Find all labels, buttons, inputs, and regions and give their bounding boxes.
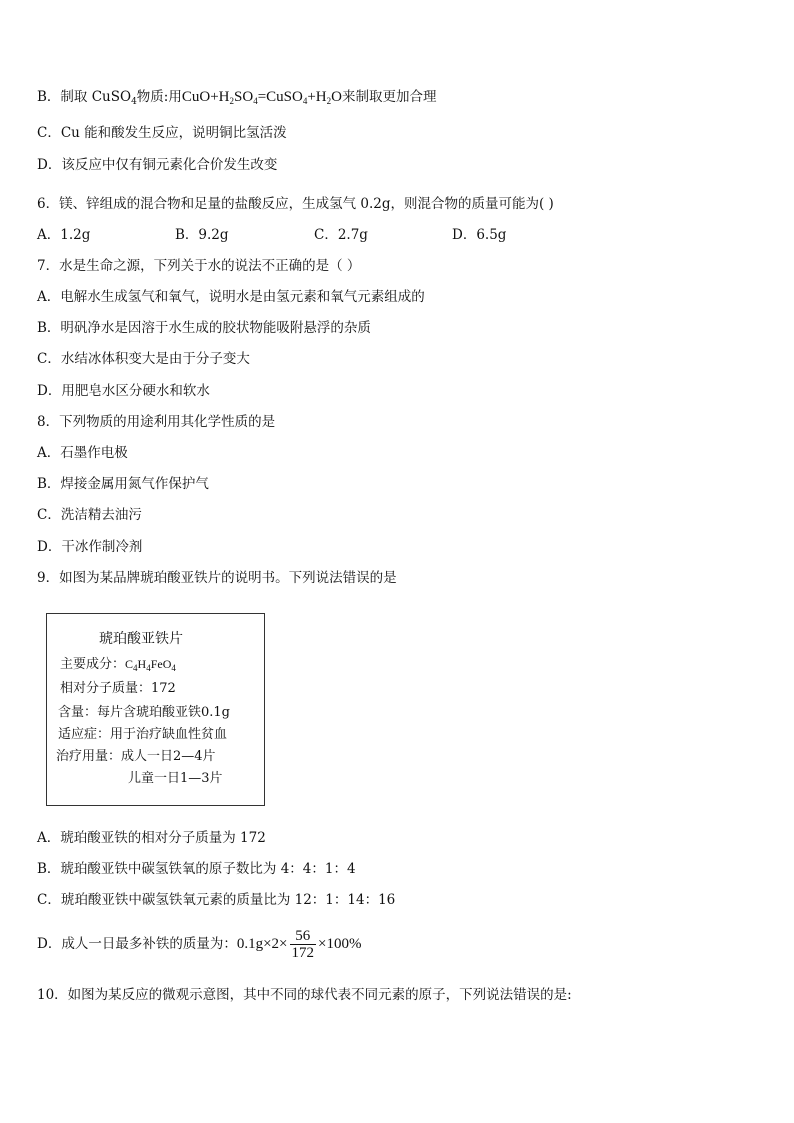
q8-stem: 8．下列物质的用途利用其化学性质的是 — [37, 414, 276, 430]
q8-option-b: B．焊接金属用氮气作保护气 — [37, 476, 209, 492]
q7-option-a: A．电解水生成氢气和氧气，说明水是由氢元素和氧气元素组成的 — [37, 289, 425, 305]
q9-option-d-expression: 0.1g×2× $\frac{56}{172}$ ×100% — [236, 928, 362, 962]
q5-equation: $CuO+H_2SO_4=CuSO_4+H_2O$ — [181, 89, 342, 106]
medicine-label-title: 琥珀酸亚铁片 — [99, 631, 183, 647]
q7-option-b: B．明矾净水是因溶于水生成的胶状物能吸附悬浮的杂质 — [37, 320, 371, 336]
medicine-label-box — [46, 613, 265, 806]
q9-option-d: D．成人一日最多补铁的质量为：0.1g×2× $\frac{56}{172}$ ×100% — [37, 928, 362, 962]
q7-option-d: D．用肥皂水区分硬水和软水 — [37, 383, 210, 399]
q6-option-a: A．1.2g — [37, 227, 91, 243]
q5-option-d: D．该反应中仅有铜元素化合价发生改变 — [37, 157, 278, 173]
q8-option-c: C．洗洁精去油污 — [37, 507, 142, 523]
q5-option-b: B．制取 CuSO$_4$物质:用$CuO+H_2SO_4=CuSO_4+H_2O$来制取更加合理 — [37, 89, 437, 107]
medicine-label-ingredient: 主要成分：$C_4H_4FeO_4$ — [60, 657, 176, 673]
medicine-label-indication: 适应症：用于治疗缺血性贫血 — [58, 727, 228, 742]
medicine-label-dosage-adult: 治疗用量：成人一日2—4片 — [56, 749, 216, 764]
medicine-label-dosage-child: 儿童一日1—3片 — [128, 771, 223, 786]
q7-stem: 7．水是生命之源，下列关于水的说法不正确的是（ ） — [37, 258, 361, 274]
q8-option-d: D．干冰作制冷剂 — [37, 539, 143, 555]
q6-stem: 6．镁、锌组成的混合物和足量的盐酸反应，生成氢气 0.2g，则混合物的质量可能为( ) — [37, 196, 554, 212]
q6-options — [37, 225, 737, 245]
medicine-label-mass: 相对分子质量：172 — [60, 681, 176, 696]
q6-option-c: C．2.7g — [314, 227, 368, 243]
medicine-label-content: 含量：每片含琥珀酸亚铁0.1g — [58, 705, 230, 720]
q5-option-c: C．Cu 能和酸发生反应，说明铜比氢活泼 — [37, 125, 287, 141]
q6-option-d: D．6.5g — [452, 227, 507, 243]
q8-option-a: A．石墨作电极 — [37, 445, 128, 461]
q9-option-b: B．琥珀酸亚铁中碳氢铁氧的原子数比为 4：4：1：4 — [37, 861, 356, 877]
q9-option-a: A．琥珀酸亚铁的相对分子质量为 172 — [37, 830, 266, 846]
q6-option-b: B．9.2g — [175, 227, 229, 243]
fraction: $\frac{56}{172}$ — [291, 928, 314, 962]
q7-option-c: C．水结冰体积变大是由于分子变大 — [37, 351, 250, 367]
q9-stem: 9．如图为某品牌琥珀酸亚铁片的说明书。下列说法错误的是 — [37, 570, 397, 586]
q10-stem: 10．如图为某反应的微观示意图，其中不同的球代表不同元素的原子，下列说法错误的是: — [37, 987, 572, 1003]
q9-option-c: C．琥珀酸亚铁中碳氢铁氧元素的质量比为 12：1：14：16 — [37, 892, 396, 908]
